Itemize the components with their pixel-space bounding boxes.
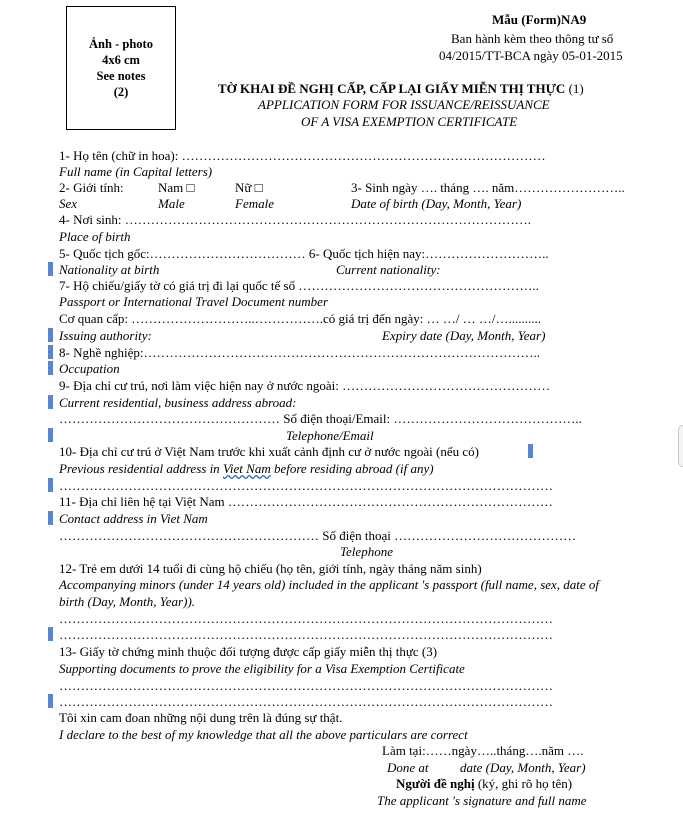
paragraph-marker (48, 511, 53, 525)
field-passport-vi: 7- Hộ chiếu/giấy tờ có giá trị đi lại quốc tế số ……………………………………………….. (59, 278, 539, 293)
field-expiry-en: Expiry date (Day, Month, Year) (382, 328, 546, 343)
side-scroll-handle[interactable] (678, 425, 683, 467)
field-supporting-docs-en: Supporting documents to prove the eligibility for a Visa Exemption Certificate (59, 661, 465, 676)
dotted-line: …………………………………………………………………………………………………… (59, 694, 553, 709)
photo-placeholder-box (66, 6, 176, 130)
field-supporting-docs-vi: 13- Giấy tờ chứng minh thuộc đối tượng được cấp giấy miễn thị thực (3) (59, 644, 438, 659)
field-contact-phone-en: Telephone (340, 544, 393, 559)
paragraph-marker (48, 428, 53, 442)
previous-address-en-part: Previous residential address in (59, 461, 223, 476)
field-place-of-birth-vi: 4- Nơi sinh: …………………………………………………………………………………. (59, 212, 531, 227)
field-sex-en: Sex (59, 196, 78, 211)
sex-female-checkbox[interactable]: Nữ □ (235, 180, 263, 195)
field-issuing-vi: Cơ quan cấp: ………………………..…………….có giá trị đến ngày: … …/ … …/….......... (59, 311, 542, 326)
declaration-vi: Tôi xin cam đoan những nội dung trên là đúng sự thật. (59, 710, 343, 725)
previous-address-en-part: before residing abroad (if any) (270, 461, 434, 476)
field-occupation-en: Occupation (59, 361, 120, 376)
issued-line-1: Ban hành kèm theo thông tư số (451, 31, 614, 46)
dotted-line: …………………………………………………………………………………………………… (59, 678, 553, 693)
paragraph-marker (48, 361, 53, 375)
paragraph-marker (48, 478, 53, 492)
dotted-line: …………………………………………………………………………………………………… (59, 478, 553, 493)
title-en-1: APPLICATION FORM FOR ISSUANCE/REISSUANCE (258, 97, 550, 112)
form-code: Mẫu (Form)NA9 (492, 12, 587, 27)
photo-box-line: 4x6 cm (102, 53, 140, 67)
field-occupation-vi: 8- Nghề nghiệp:……………………………………………………………………………….. (59, 345, 540, 360)
photo-box-line: (2) (113, 85, 129, 99)
field-full-name-vi: 1- Họ tên (chữ in hoa): ………………………………………………………………………… (59, 148, 546, 163)
field-previous-address-vi: 10- Địa chỉ cư trú ở Việt Nam trước khi xuất cảnh định cư ở nước ngoài (nếu có) (59, 444, 479, 459)
photo-box-line: See notes (96, 69, 146, 83)
field-contact-address-en: Contact address in Viet Nam (59, 511, 208, 526)
issued-line-2: 04/2015/TT-BCA ngày 05-01-2015 (439, 48, 623, 63)
paragraph-marker (48, 328, 53, 342)
title-vi: TỜ KHAI ĐỀ NGHỊ CẤP, CẤP LẠI GIẤY MIỄN THỊ THỰC (218, 81, 566, 96)
field-minors-en-1: Accompanying minors (under 14 years old) included in the applicant 's passport (full name, sex, date of (59, 577, 600, 592)
field-full-name-en: Full name (in Capital letters) (59, 164, 213, 179)
field-contact-address-vi: 11- Địa chỉ liên hệ tại Việt Nam ………………………………………………………………… (59, 494, 553, 509)
field-sex-vi: 2- Giới tính: (59, 180, 124, 195)
title-note: (1) (565, 81, 584, 96)
field-telephone-email-vi: …………………………………………… Số điện thoại/Email: …………………………………….. (59, 411, 582, 426)
applicant-en: The applicant 's signature and full name (377, 793, 587, 808)
title-vi-block (218, 81, 584, 97)
paragraph-marker (48, 395, 53, 409)
done-at-vi: Làm tại:……ngày…..tháng….năm …. (382, 743, 584, 758)
paragraph-marker (48, 627, 53, 641)
paragraph-marker (528, 444, 533, 458)
dotted-line: …………………………………………………………………………………………………… (59, 611, 553, 626)
paragraph-marker (48, 262, 53, 276)
title-en-2: OF A VISA EXEMPTION CERTIFICATE (301, 114, 518, 129)
done-at-en: Done at (387, 760, 429, 775)
declaration-en: I declare to the best of my knowledge that all the above particulars are correct (59, 727, 468, 742)
field-previous-address-en (59, 461, 434, 477)
field-nationality-vi: 5- Quốc tịch gốc:……………………………… 6- Quốc tịch hiện nay:……………………….. (59, 246, 549, 261)
field-dob-en: Date of birth (Day, Month, Year) (351, 196, 522, 211)
sex-female-en: Female (235, 196, 274, 211)
paragraph-marker (48, 345, 53, 359)
applicant-label: Người đề nghị (396, 776, 475, 791)
field-nationality-birth-en: Nationality at birth (59, 262, 160, 277)
field-issuing-en: Issuing authority: (59, 328, 152, 343)
paragraph-marker (48, 694, 53, 708)
field-current-address-en: Current residential, business address abroad: (59, 395, 297, 410)
sex-male-en: Male (158, 196, 185, 211)
previous-address-en-part: Viet Nam (222, 461, 271, 476)
field-current-nationality-en: Current nationality: (336, 262, 441, 277)
applicant-note: (ký, ghi rõ họ tên) (474, 776, 573, 791)
field-current-address-vi: 9- Địa chỉ cư trú, nơi làm việc hiện nay ở nước ngoài: ………………………………………… (59, 378, 551, 393)
field-passport-en: Passport or International Travel Document number (59, 294, 329, 309)
field-telephone-email-en: Telephone/Email (286, 428, 374, 443)
done-date-en: date (Day, Month, Year) (460, 760, 586, 775)
field-contact-phone-vi: …………………………………………………… Số điện thoại …………………………………… (59, 528, 577, 543)
field-place-of-birth-en: Place of birth (59, 229, 131, 244)
dotted-line: …………………………………………………………………………………………………… (59, 627, 553, 642)
photo-box-line: Ảnh - photo (89, 37, 153, 51)
field-dob-vi: 3- Sinh ngày …. tháng …. năm…………………….. (351, 180, 625, 195)
sex-male-checkbox[interactable]: Nam □ (158, 180, 195, 195)
applicant-vi (396, 776, 572, 792)
field-minors-en-2: birth (Day, Month, Year)). (59, 594, 196, 609)
field-minors-vi: 12- Trẻ em dưới 14 tuổi đi cùng hộ chiếu (họ tên, giới tính, ngày tháng năm sinh) (59, 561, 482, 576)
